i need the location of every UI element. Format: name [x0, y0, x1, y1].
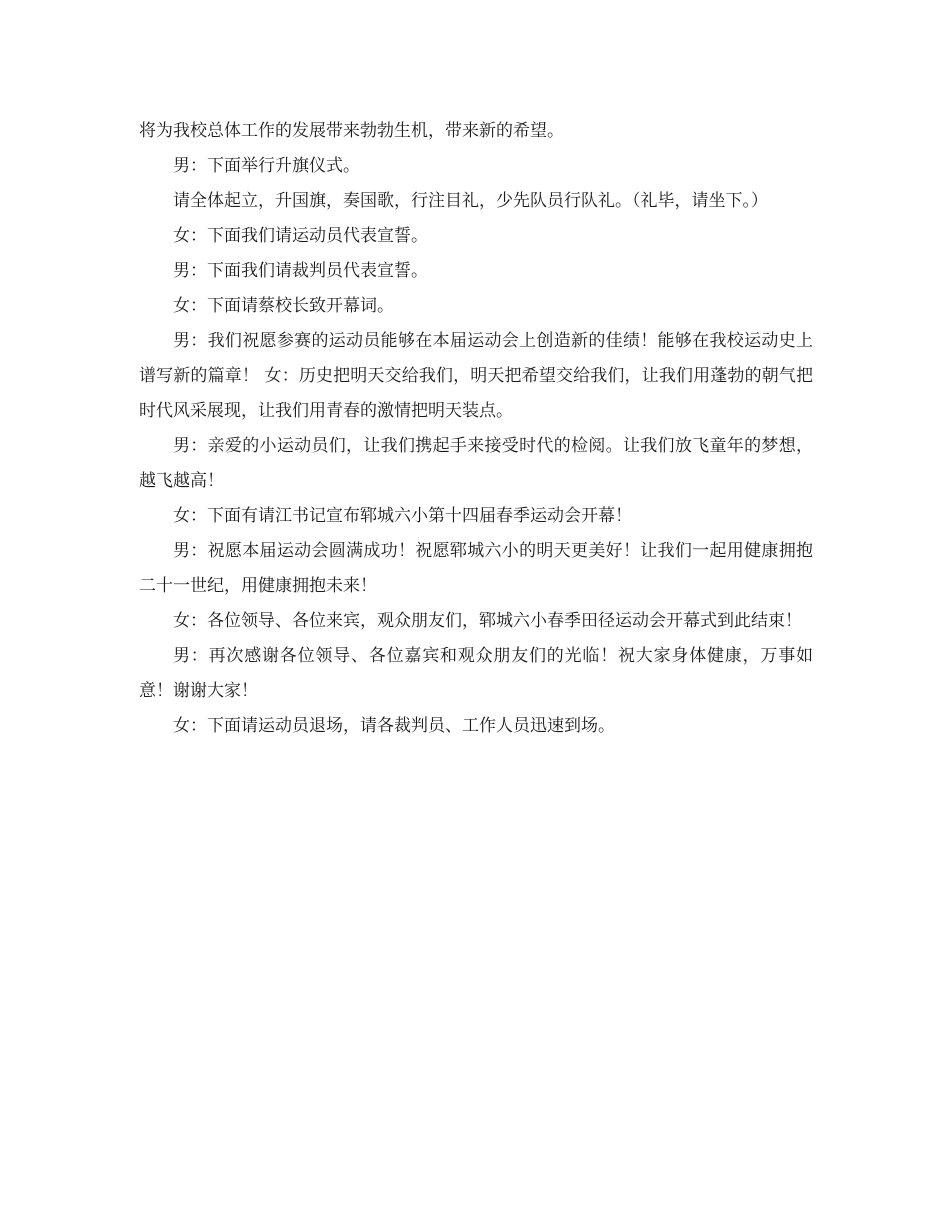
- paragraph-flag-raising: 男：下面举行升旗仪式。: [173, 156, 360, 176]
- paragraph-referee-oath: 男：下面我们请裁判员代表宣誓。: [173, 261, 428, 281]
- paragraph-stand-up: 请全体起立，升国旗，奏国歌，行注目礼，少先队员行队礼。（礼毕，请坐下。）: [173, 191, 768, 211]
- paragraph-continuation: 将为我校总体工作的发展带来勃勃生机，带来新的希望。: [139, 121, 564, 141]
- paragraph-young-athletes: 男：亲爱的小运动员们，让我们携起手来接受时代的检阅。让我们放飞童年的梦想，越飞越高！: [139, 436, 813, 491]
- paragraph-wishes: 男：我们祝愿参赛的运动员能够在本届运动会上创造新的佳绩！能够在我校运动史上谱写新的篇章！ 女：历史把明天交给我们，明天把希望交给我们，让我们用蓬勃的朝气把时代风采展现，让我们用青春的激情把明天装点。: [139, 331, 813, 421]
- paragraph-ceremony-end: 女：各位领导、各位来宾，观众朋友们，郓城六小春季田径运动会开幕式到此结束！: [173, 611, 802, 631]
- paragraph-athlete-oath: 女：下面我们请运动员代表宣誓。: [173, 226, 428, 246]
- paragraph-success-wishes: 男：祝愿本届运动会圆满成功！祝愿郓城六小的明天更美好！让我们一起用健康拥抱二十一世纪，用健康拥抱未来！: [139, 541, 813, 596]
- document-body: [139, 114, 813, 744]
- paragraph-athletes-exit: 女：下面请运动员退场，请各裁判员、工作人员迅速到场。: [173, 716, 615, 736]
- paragraph-declare-opening: 女：下面有请江书记宣布郓城六小第十四届春季运动会开幕！: [173, 506, 632, 526]
- paragraph-opening-speech: 女：下面请蔡校长致开幕词。: [173, 296, 394, 316]
- paragraph-thanks: 男：再次感谢各位领导、各位嘉宾和观众朋友们的光临！祝大家身体健康，万事如意！谢谢大家！: [139, 646, 813, 701]
